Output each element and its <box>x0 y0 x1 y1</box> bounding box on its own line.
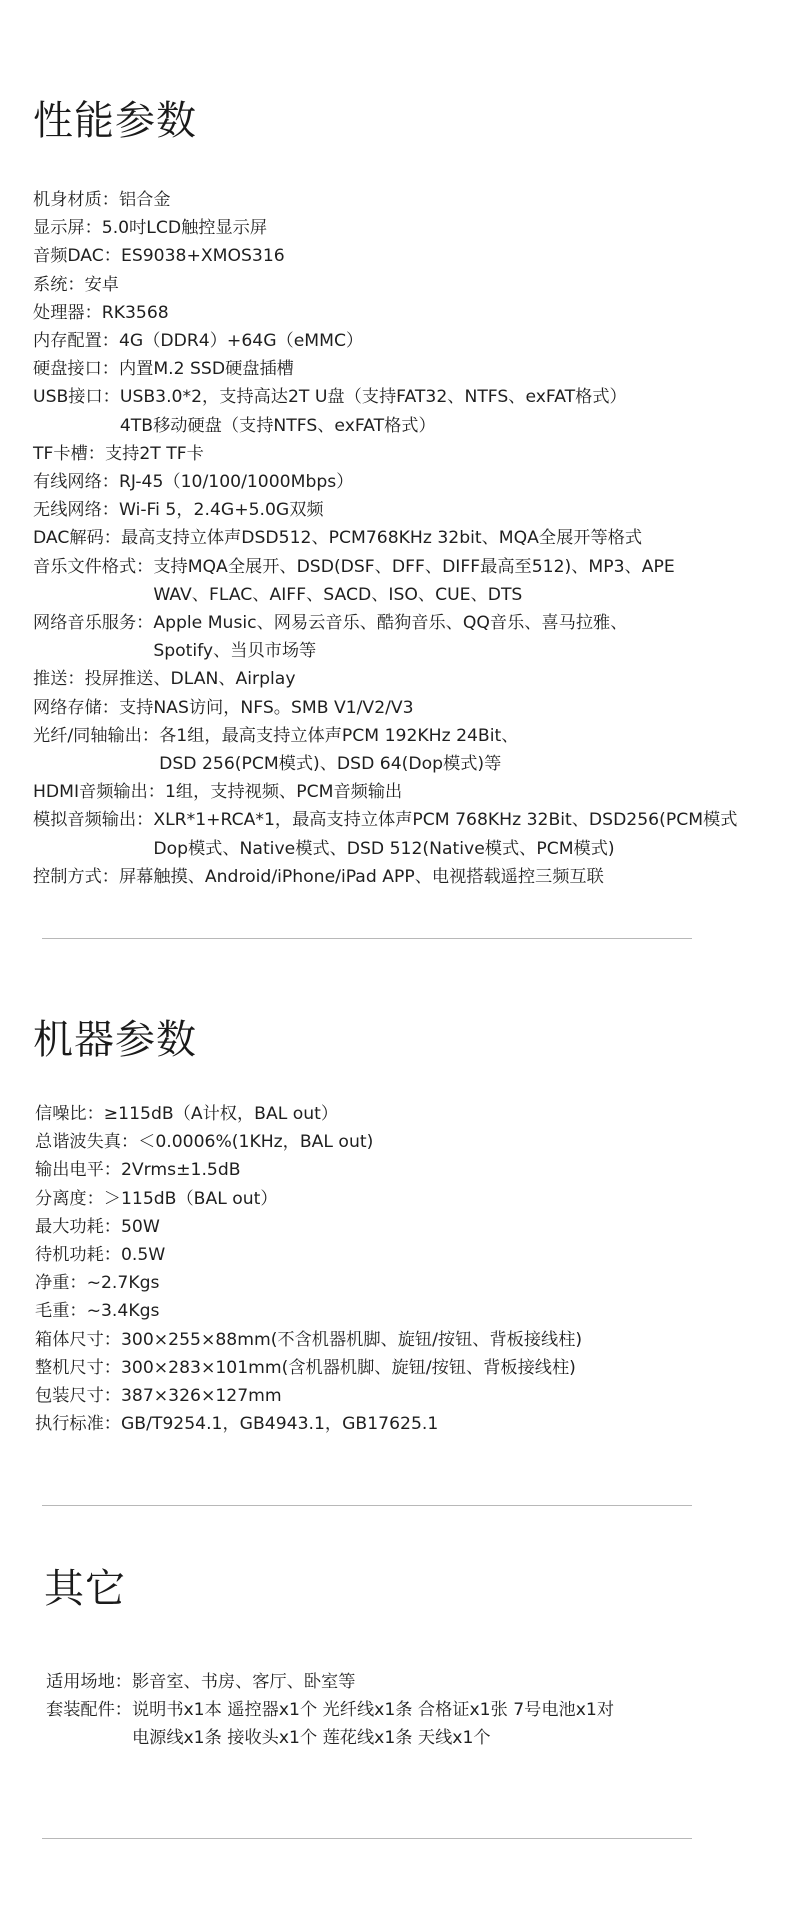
spec-value <box>119 694 414 722</box>
spec-row <box>46 1668 614 1696</box>
spec-value-line: ＜0.0006%(1KHz，BAL out) <box>138 1132 374 1153</box>
spec-label: 整机尺寸： <box>35 1357 121 1378</box>
spec-row <box>33 609 737 665</box>
spec-label: 机身材质： <box>33 190 119 210</box>
spec-value <box>87 1297 160 1325</box>
spec-row <box>35 1269 582 1297</box>
spec-label: 硬盘接口： <box>33 359 119 380</box>
spec-value-line: 300×283×101mm(含机器机脚、旋钮/按钮、背板接线柱) <box>120 1357 576 1378</box>
spec-value <box>121 1156 241 1184</box>
spec-value-line: 铝合金 <box>118 190 171 210</box>
spec-value <box>102 299 169 327</box>
spec-value <box>121 1213 160 1241</box>
spec-row <box>35 1213 582 1241</box>
spec-value-line: USB3.0*2，支持高达2T U盘（支持FAT32、NTFS、exFAT格式） <box>119 387 627 408</box>
spec-row <box>33 694 737 722</box>
performance-spec-list <box>33 186 737 891</box>
spec-value <box>132 1668 355 1696</box>
spec-label: DAC解码： <box>33 528 121 549</box>
spec-value <box>121 1354 576 1382</box>
spec-label: 箱体尺寸： <box>35 1329 121 1350</box>
spec-row <box>33 496 737 524</box>
spec-value-line: 影音室、书房、客厅、卧室等 <box>131 1672 356 1692</box>
spec-label: 分离度： <box>35 1188 104 1209</box>
spec-row <box>33 553 737 609</box>
spec-row <box>33 214 737 242</box>
spec-value-line: 说明书x1本 遥控器x1个 光纤线x1条 合格证x1张 7号电池x1对 <box>131 1700 615 1721</box>
spec-value <box>153 806 737 862</box>
spec-value-line: ＞115dB（BAL out） <box>103 1188 278 1209</box>
spec-value-line: 屏幕触摸、Android/iPhone/iPad APP、电视搭载遥控三频互联 <box>118 866 604 887</box>
spec-value-line: 支持2T TF卡 <box>104 443 204 464</box>
spec-value <box>153 553 674 609</box>
spec-value-line: 50W <box>120 1216 160 1237</box>
spec-label: 模拟音频输出： <box>33 810 154 831</box>
spec-row <box>33 271 737 299</box>
spec-row <box>33 722 737 778</box>
spec-value <box>119 355 294 383</box>
spec-row <box>35 1185 582 1213</box>
spec-value <box>121 1382 282 1410</box>
spec-label: 信噪比： <box>35 1104 104 1124</box>
spec-value <box>119 468 353 496</box>
other-spec-list <box>46 1668 614 1753</box>
section-title-machine: 机器参数 <box>33 1017 197 1063</box>
spec-label: 净重： <box>35 1273 87 1294</box>
spec-value-line: Apple Music、网易云音乐、酷狗音乐、QQ音乐、喜马拉雅、 <box>153 613 628 634</box>
spec-row <box>35 1354 582 1382</box>
spec-label: 网络音乐服务： <box>33 613 154 634</box>
spec-value-line: ≥115dB（A计权，BAL out） <box>103 1104 339 1124</box>
spec-value-line: RK3568 <box>101 302 169 323</box>
spec-label: 处理器： <box>33 302 102 323</box>
section-divider <box>42 1505 692 1506</box>
spec-label: 音频DAC： <box>33 246 121 267</box>
spec-label: 无线网络： <box>33 500 119 521</box>
spec-value <box>153 609 627 665</box>
spec-row <box>33 806 737 862</box>
machine-spec-list <box>35 1100 582 1438</box>
spec-row <box>33 468 737 496</box>
spec-value-line: Wi-Fi 5，2.4G+5.0G双频 <box>118 500 324 521</box>
spec-value <box>105 440 204 468</box>
spec-value <box>85 665 296 693</box>
spec-label: 内存配置： <box>33 331 119 352</box>
spec-row <box>33 440 737 468</box>
spec-value-line: ES9038+XMOS316 <box>120 246 285 267</box>
spec-label: 输出电平： <box>35 1160 121 1181</box>
spec-label: 总谐波失真： <box>35 1132 139 1153</box>
spec-label: TF卡槽： <box>33 443 105 464</box>
spec-label: 光纤/同轴输出： <box>33 725 160 746</box>
spec-row <box>33 524 737 552</box>
spec-row <box>33 778 737 806</box>
spec-value <box>119 496 324 524</box>
spec-value-line: ~2.7Kgs <box>86 1273 160 1294</box>
spec-row <box>35 1156 582 1184</box>
spec-row <box>35 1297 582 1325</box>
spec-value-line: WAV、FLAC、AIFF、SACD、ISO、CUE、DTS <box>153 584 523 605</box>
spec-value <box>104 1185 278 1213</box>
spec-label: 执行标准： <box>35 1414 121 1435</box>
spec-value <box>85 271 119 299</box>
spec-row <box>35 1128 582 1156</box>
spec-label: 待机功耗： <box>35 1245 121 1266</box>
spec-row <box>35 1241 582 1269</box>
spec-value-line: 电源线x1条 接收头x1个 莲花线x1条 天线x1个 <box>131 1728 491 1749</box>
spec-value <box>119 327 363 355</box>
spec-value-line: 投屏推送、DLAN、Airplay <box>84 669 296 690</box>
spec-value <box>121 1410 438 1438</box>
spec-value-line: 安卓 <box>84 274 119 295</box>
spec-value-line: 300×255×88mm(不含机器机脚、旋钮/按钮、背板接线柱) <box>120 1329 583 1350</box>
spec-value <box>121 1241 165 1269</box>
spec-value <box>102 214 267 242</box>
spec-label: 系统： <box>33 274 85 295</box>
section-title-performance: 性能参数 <box>33 98 197 144</box>
spec-value-line: 支持MQA全展开、DSD(DSF、DFF、DIFF最高至512)、MP3、APE <box>153 556 675 577</box>
spec-label: HDMI音频输出： <box>33 782 165 803</box>
spec-value <box>119 863 604 891</box>
spec-label: 套装配件： <box>46 1700 132 1721</box>
spec-value-line: 1组，支持视频、PCM音频输出 <box>165 782 403 803</box>
spec-row <box>35 1410 582 1438</box>
spec-row <box>46 1696 614 1752</box>
spec-row <box>33 299 737 327</box>
spec-row <box>33 355 737 383</box>
spec-label: 包装尺寸： <box>35 1386 121 1407</box>
spec-label: USB接口： <box>33 387 120 408</box>
spec-value-line: 2Vrms±1.5dB <box>120 1160 241 1181</box>
spec-label: 音乐文件格式： <box>33 556 154 577</box>
spec-row <box>33 383 737 439</box>
spec-value-line: 5.0吋LCD触控显示屏 <box>101 218 268 239</box>
spec-value <box>87 1269 160 1297</box>
spec-label: 有线网络： <box>33 472 119 493</box>
spec-row <box>35 1382 582 1410</box>
spec-value-line: Dop模式、Native模式、DSD 512(Native模式、PCM模式) <box>153 838 615 859</box>
spec-value-line: ~3.4Kgs <box>86 1301 160 1322</box>
spec-value <box>121 1326 582 1354</box>
spec-value <box>119 186 171 214</box>
spec-row <box>33 665 737 693</box>
spec-label: 推送： <box>33 669 85 690</box>
spec-value-line: 0.5W <box>120 1245 166 1266</box>
spec-label: 适用场地： <box>46 1672 132 1692</box>
spec-value-line: 最高支持立体声DSD512、PCM768KHz 32bit、MQA全展开等格式 <box>120 528 643 549</box>
spec-row <box>33 863 737 891</box>
spec-value <box>121 524 642 552</box>
spec-value-line: GB/T9254.1，GB4943.1，GB17625.1 <box>120 1414 439 1435</box>
spec-label: 网络存储： <box>33 697 119 718</box>
spec-value-line: 4TB移动硬盘（支持NTFS、exFAT格式） <box>119 415 436 436</box>
section-divider <box>42 938 692 939</box>
spec-value-line: 387×326×127mm <box>120 1386 282 1407</box>
spec-value <box>121 242 285 270</box>
section-divider <box>42 1838 692 1839</box>
spec-value <box>120 383 627 439</box>
spec-label: 毛重： <box>35 1301 87 1322</box>
section-title-other: 其它 <box>44 1566 126 1612</box>
spec-row <box>33 327 737 355</box>
spec-label: 显示屏： <box>33 218 102 239</box>
spec-value <box>159 722 518 778</box>
spec-value-line: 内置M.2 SSD硬盘插槽 <box>118 359 294 380</box>
spec-value-line: 4G（DDR4）+64G（eMMC） <box>118 331 364 352</box>
spec-value-line: 支持NAS访问，NFS。SMB V1/V2/V3 <box>118 697 414 718</box>
spec-row <box>33 242 737 270</box>
spec-value-line: DSD 256(PCM模式)、DSD 64(Dop模式)等 <box>159 754 502 775</box>
spec-value-line: RJ-45（10/100/1000Mbps） <box>118 472 354 493</box>
spec-value <box>104 1100 338 1128</box>
spec-label: 最大功耗： <box>35 1216 121 1237</box>
spec-value <box>132 1696 614 1752</box>
spec-label: 控制方式： <box>33 866 119 887</box>
spec-value-line: XLR*1+RCA*1，最高支持立体声PCM 768KHz 32Bit、DSD256(PCM模式 <box>153 810 738 831</box>
spec-value <box>138 1128 373 1156</box>
spec-row <box>35 1100 582 1128</box>
spec-value <box>165 778 402 806</box>
spec-value-line: 各1组，最高支持立体声PCM 192KHz 24Bit、 <box>159 725 519 746</box>
spec-value-line: Spotify、当贝市场等 <box>153 641 317 662</box>
spec-row <box>33 186 737 214</box>
spec-row <box>35 1326 582 1354</box>
